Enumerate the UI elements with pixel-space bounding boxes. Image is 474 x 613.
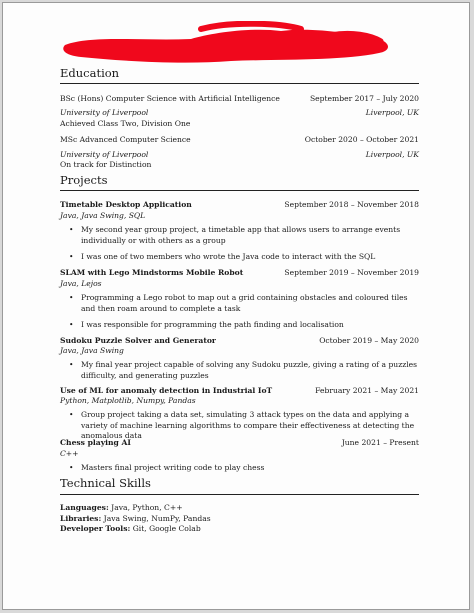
location: Liverpool, UK [365,150,419,159]
project-name: Use of ML for anomaly detection in Industrial IoT [60,386,273,395]
dates: October 2020 – October 2021 [304,135,419,144]
project-name: Sudoku Puzzle Solver and Generator [60,336,216,345]
education-item-1 [60,92,419,105]
bullet-icon: • [69,252,74,261]
project-3-tech [60,344,419,357]
education-item-1-note [60,117,419,130]
location: Liverpool, UK [365,108,419,117]
skills-rule [60,494,419,495]
bullet-icon: • [69,360,74,369]
project-dates: February 2021 – May 2021 [315,386,419,395]
note: Achieved Class Two, Division One [60,119,191,128]
project-5-tech [60,447,419,460]
project-name: Chess playing AI [60,438,131,447]
project-dates: September 2019 – November 2019 [284,268,419,277]
resume-page: Education BSc (Hons) Computer Science with Artificial Intelligence September 2017 – July 2020 University of Liverpool Liverpool, UK Achieved Class Two, Division One MSc Advanced Computer Science October 2020 – October 2021 University of Liverpool Liverpool, UK On track for Distinction Projects Timetable Desktop Application September 2018 – November 2018 Java, Java Swing, SQL • My second year group project, a timetable app that allows users to arrange events individually or with others as a group • I was one of two members who wrote the Java code to interact with the SQL SLAM with Lego Mindstorms Mobile Robot September 2019 – November 2019 Java, Lejos • Programming a Lego robot to map out a grid containing obstacles and coloured tiles and then roam around to complete a task • I was responsible for programming the path finding and localisation Sudoku Puzzle Solver and Generator October 2019 – May 2020 Java, Java Swing • My final year project capable of solving any Sudoku puzzle, giving a rating of a puzzles difficulty, and generating puzzles Use of ML for anomaly detection in Industrial IoT February 2021 – May 2021 Python, Matplotlib, Numpy, Pandas • Group project taking a data set, simulating 3 attack types on the data and applying a variety of machine learning algorithms to compare their effectiveness at detecting the anomalous data Chess playing AI June 2021 – Present C++ • Masters final project writing code to play chess Technical Skills Languages: Java, Python, C++ Libraries: Java Swing, NumPy, Pandas Developer Tools: Git, Google Colab [2,2,470,610]
bullet-icon: • [69,225,74,234]
projects-heading: Projects [60,173,108,187]
bullet-icon: • [69,320,74,329]
skill-libraries: Libraries: Java Swing, NumPy, Pandas [60,514,211,523]
projects-rule [60,190,419,191]
skill-developer-tools: Developer Tools: Git, Google Colab [60,524,201,533]
skills-heading: Technical Skills [60,476,151,490]
project-tech: C++ [60,449,79,458]
education-item-2-note [60,158,419,171]
project-1-tech [60,209,419,222]
bullet-icon: • [69,410,74,419]
project-dates: September 2018 – November 2018 [284,200,419,209]
bullet-icon: • [69,293,74,302]
education-heading: Education [60,66,120,80]
education-rule [60,83,419,84]
degree: BSc (Hons) Computer Science with Artificial Intelligence [60,94,280,103]
project-name: Timetable Desktop Application [60,200,192,209]
project-dates: October 2019 – May 2020 [319,336,419,345]
degree: MSc Advanced Computer Science [60,135,191,144]
skill-languages: Languages: Java, Python, C++ [60,503,183,512]
school: University of Liverpool [60,150,149,159]
project-name: SLAM with Lego Mindstorms Mobile Robot [60,268,244,277]
project-tech: Java, Java Swing, SQL [60,211,146,220]
dates: September 2017 – July 2020 [309,94,419,103]
project-2-tech [60,277,419,290]
redaction-mark [61,21,401,65]
project-4-tech [60,394,419,407]
project-tech: Java, Lejos [60,279,102,288]
project-dates: June 2021 – Present [341,438,419,447]
bullet-icon: • [69,463,74,472]
education-item-2 [60,133,419,146]
project-tech: Java, Java Swing [60,346,124,355]
school: University of Liverpool [60,108,149,117]
project-tech: Python, Matplotlib, Numpy, Pandas [60,396,196,405]
note: On track for Distinction [60,160,152,169]
